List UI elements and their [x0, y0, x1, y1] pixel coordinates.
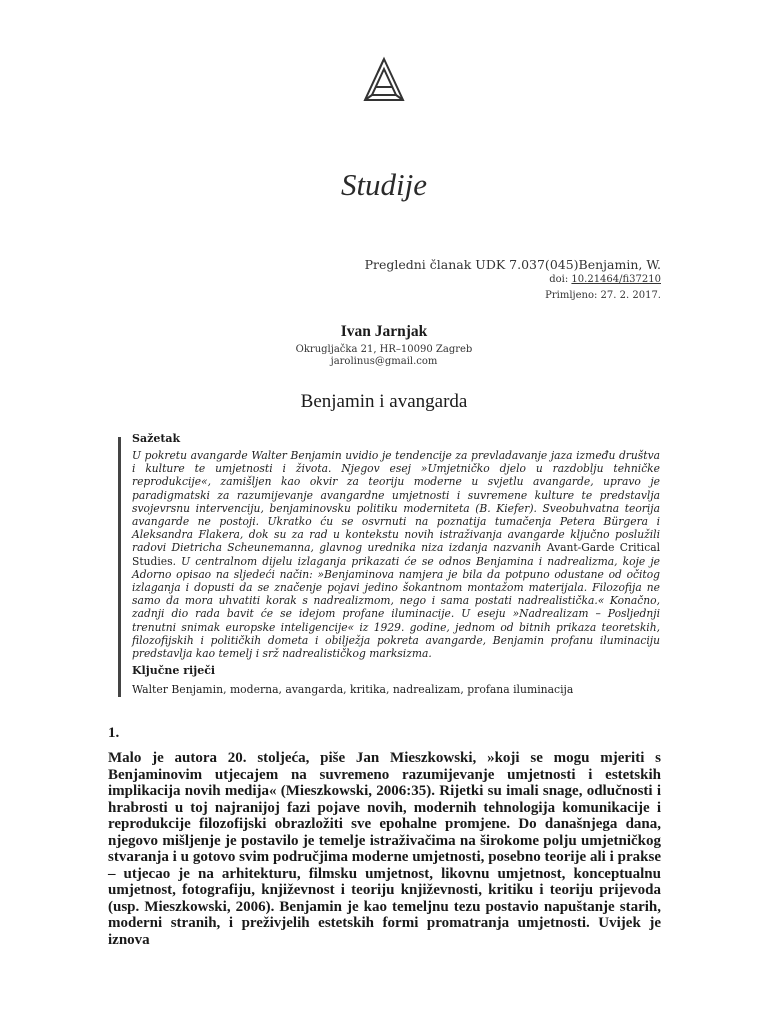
keywords-heading: Ključne riječi [132, 664, 216, 677]
article-type-udk: Pregledni članak UDK 7.037(045)Benjamin, W. [364, 257, 661, 272]
abstract-series-name: Avant-Garde Critical Studies [132, 541, 660, 568]
abstract-heading: Sažetak [132, 432, 181, 445]
author-name: Ivan Jarnjak [340, 323, 428, 340]
impossible-triangle-logo-icon [362, 56, 406, 104]
author-email[interactable]: jarolinus@gmail.com [330, 356, 438, 367]
abstract-text-part1: U pokretu avangarde Walter Benjamin uvidio je tendencije za prevladavanje jaza između društva i kulture te umjetnosti i života. Njegov esej »Umjetničko djelo u razdoblju tehničke reprodukcije«, zamišljen kao okvir za teoriju moderne u svjetlu avangarde, upravo je paradigmatski za razumijevanje avangardne umjetnosti i suvremene kulture te predstavlja svojevrsnu intervenciju, benjaminovsku politiku moderniteta (B. Kiefer). Sveobuhvatna teorija avangarde ne postoji. Ukratko ću se osvrnuti na poznatija tumačenja Petera Bürgera i Aleksandra Flakera, dok su za rad u kontekstu novih istraživanja avangarde ključno poslužili radovi Dietricha Scheunemanna, glavnog urednika niza izdanja nazvanih [132, 449, 660, 555]
author-address: Okrugljačka 21, HR–10090 Zagreb [295, 344, 473, 355]
abstract-text [132, 449, 660, 660]
body-paragraph: Malo je autora 20. stoljeća, piše Jan Mieszkowski, »koji se mogu mjeriti s Benjaminovim utjecajem na suvremeno razumijevanje umjetnosti i estetskih implikacija novih medija« (Mieszkowski, 2006:35). Rijetki su imali snage, odlučnosti i hrabrosti u toj najranijoj fazi pojave novih, modernih tehnologija komunikacije i reprodukcije filozofijski obrazložiti sve epohalne promjene. Do današnjega dana, njegovo mišljenje je postavilo je temelje istraživačima na širokome polju umjetničkog stvaranja i u gotovo svim područjima moderne umjetnosti, posebno teorije ali i prakse – utjecao je na arhitekturu, filmsku umjetnost, likovnu umjetnost, konceptualnu umjetnost, fotografiju, književnost i teoriju književnosti, kritiku i teoriju prijevoda (usp. Mieszkowski, 2006). Benjamin je kao temeljnu tezu postavio napuštanje starih, moderni stranih, i preživjelih estetskih formi promatranja umjetnosti. Uvijek je iznova [108, 750, 661, 948]
abstract-side-rule [118, 437, 121, 697]
article-title: Benjamin i avangarda [300, 391, 468, 412]
doi-link[interactable]: 10.21464/fi37210 [571, 274, 661, 285]
doi-label: doi: [549, 274, 569, 285]
keywords-list: Walter Benjamin, moderna, avangarda, kritika, nadrealizam, profana iluminacija [132, 683, 574, 696]
doi-line [549, 274, 661, 285]
received-date: Primljeno: 27. 2. 2017. [545, 290, 661, 301]
section-number: 1. [108, 725, 120, 741]
abstract-text-part2: . U centralnom dijelu izlaganja prikazati će se odnos Benjamina i nadrealizma, koje je Adorno opisao na sljedeći način: »Benjaminova namjera je bila da potpuno odustane od očitog izlaganja i dopusti da se značenje pojavi jedino šokantnom montažom materijala. Filozofija ne samo da mora uhvatiti korak s nadrealizmom, nego i sama postati nadrealistička.« Konačno, zadnji dio rada bavit će se idejom profane iluminacije. U eseju »Nadrealizam – Posljednji trenutni snimak europske inteligencije« iz 1929. godine, jednom od bitnih prikaza teoretskih, filozofijskih i političkih dometa i obilježja pokreta avangarde, Benjamin profanu iluminaciju predstavlja kao temelj i srž nadrealističkog marksizma. [132, 554, 660, 661]
author-affiliation [0, 344, 768, 368]
section-title: Studije [340, 167, 428, 202]
